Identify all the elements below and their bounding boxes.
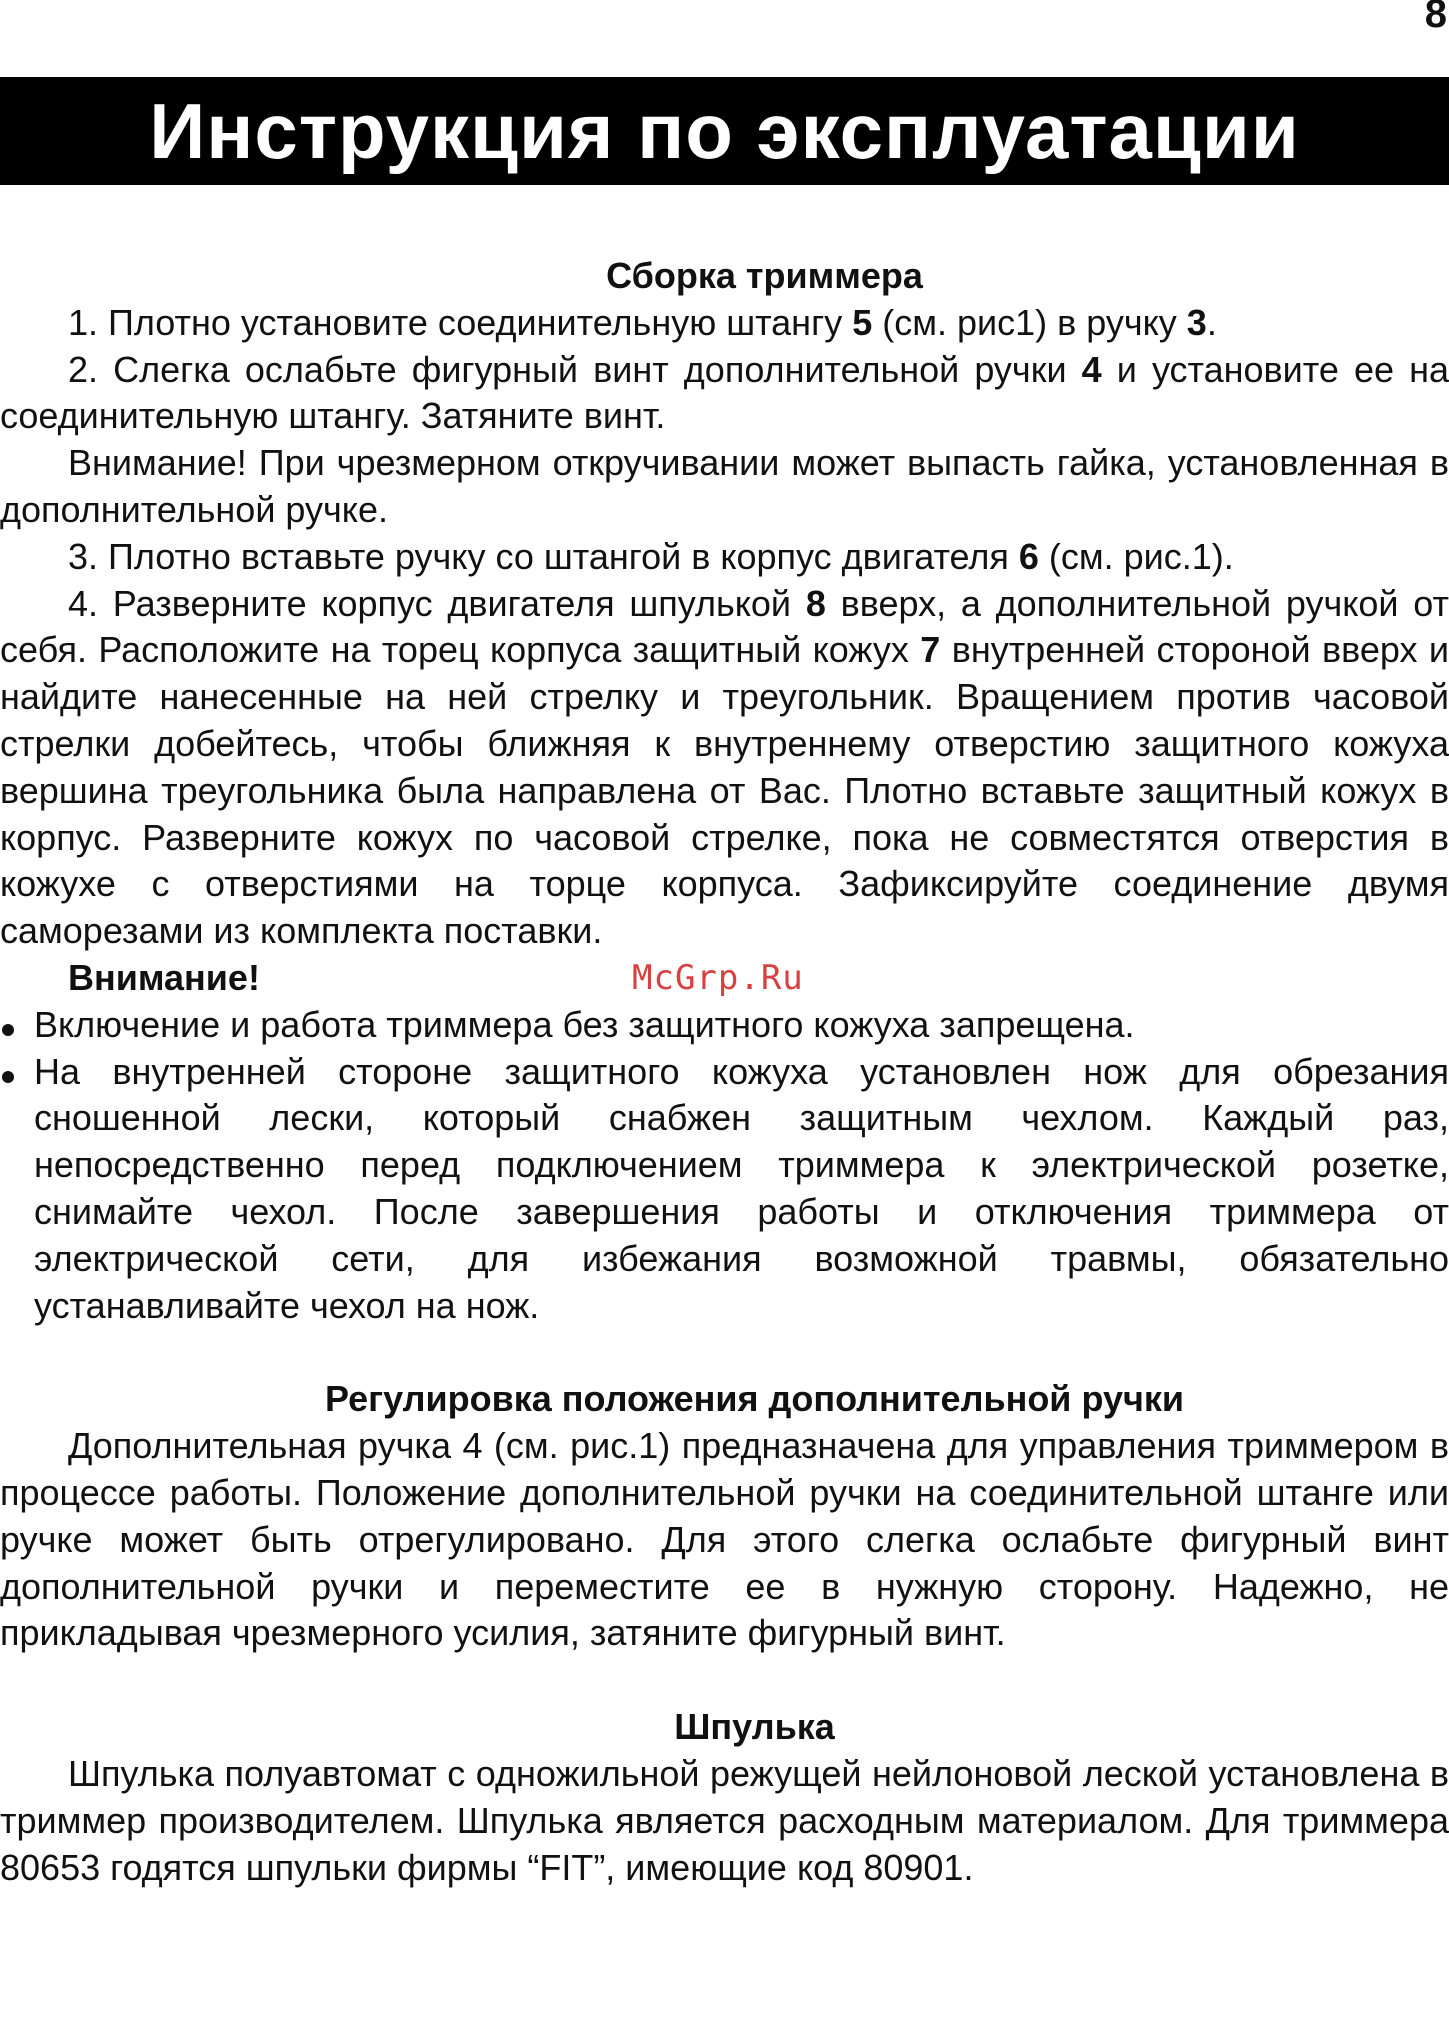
bullet-icon: [2, 1071, 14, 1083]
assembly-step-4: 4. Разверните корпус двигателя шпулькой 8 вверх, а дополнительной ручкой от себя. Расположите на торец корпуса защитный кожух 7 внутренней стороной вверх и найдите нанесенные на ней стрелку и треугольник. Вращением против часовой стрелки добейтесь, чтобы ближняя к внутреннему отверстию защитного кожуха вершина треугольника была направлена от Вас. Плотно вставьте защитный кожух в корпус. Разверните кожух по часовой стрелке, пока не совместятся отверстия в кожухе с отверстиями на торце корпуса. Зафиксируйте соединение двумя саморезами из комплекта поставки.: [0, 582, 1449, 952]
bullet-text: На внутренней стороне защитного кожуха установлен нож для обрезания сношенной лески, который снабжен защитным чехлом. Каждый раз, непосредственно перед подключением триммера к электрической розетке, снимайте чехол. После завершения работы и отключения триммера от электрической сети, для избежания возможной травмы, обязательно устанавливайте чехол на нож.: [34, 1050, 1449, 1326]
title-banner: [0, 77, 1449, 185]
assembly-step-2: 2. Слегка ослабьте фигурный винт дополнительной ручки 4 и установите ее на соединительную штангу. Затяните винт.: [0, 348, 1449, 437]
spool-paragraph: Шпулька полуавтомат с одножильной режущей нейлоновой леской установлена в триммер производителем. Шпулька является расходным материалом. Для триммера 80653 годятся шпульки фирмы “FIT”, имеющие код 80901.: [0, 1752, 1449, 1888]
assembly-step-1: 1. Плотно установите соединительную штангу 5 (см. рис1) в ручку 3.: [68, 301, 1217, 343]
attention-row: [0, 955, 1449, 1002]
assembly-step-3: 3. Плотно вставьте ручку со штангой в корпус двигателя 6 (см. рис.1).: [68, 535, 1234, 577]
list-item: [0, 1049, 1449, 1330]
list-item: [0, 1002, 1449, 1049]
document-body: [0, 253, 1449, 1891]
watermark: McGrp.Ru: [632, 957, 804, 998]
assembly-warning: Внимание! При чрезмерном откручивании может выпасть гайка, установленная в дополнительной ручке.: [0, 442, 1449, 530]
page-number: 8: [1424, 0, 1447, 36]
attention-label: Внимание!: [68, 956, 260, 998]
section-heading-spool: Шпулька: [674, 1706, 835, 1748]
page-title: Инструкция по эксплуатации: [149, 86, 1300, 175]
bullet-icon: [2, 1024, 14, 1036]
section-heading-assembly: Сборка триммера: [606, 255, 923, 296]
handle-paragraph: Дополнительная ручка 4 (см. рис.1) предназначена для управления триммером в процессе работы. Положение дополнительной ручки на соединительной штанге или ручке может быть отрегулировано. Для этого слегка ослабьте фигурный винт дополнительной ручки и переместите ее в нужную сторону. Надежно, не прикладывая чрезмерного усилия, затяните фигурный винт.: [0, 1425, 1449, 1654]
bullet-text: Включение и работа триммера без защитного кожуха запрещена.: [34, 1003, 1135, 1045]
section-heading-handle: Регулировка положения дополнительной ручки: [324, 1378, 1185, 1420]
